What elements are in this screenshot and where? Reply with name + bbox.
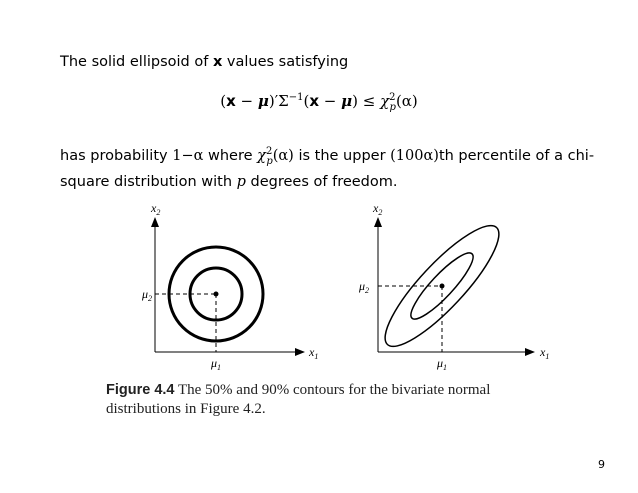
eq-leq: ≤: [357, 92, 381, 110]
para2-text-4: th percentile of a chi-square distribution with: [60, 147, 595, 190]
intro-paragraph: [60, 52, 348, 73]
para2-alpha: (α): [272, 147, 294, 164]
eq-mu-2: μ: [341, 92, 353, 110]
eq-chi-sub: p: [389, 102, 396, 113]
para2-text-2: where: [208, 147, 253, 164]
left-x-axis-label: $x_1$: [309, 345, 319, 361]
eq-open-paren: (: [220, 92, 227, 110]
para2-p: p: [236, 173, 246, 190]
right-mu2-label: $\mu_2$: [359, 279, 370, 295]
eq-alpha: (α): [395, 92, 418, 110]
ellipsoid-equation: [0, 92, 638, 113]
one-minus-alpha: 1−α: [172, 147, 204, 164]
right-mean-point: [440, 284, 445, 289]
eq-minus: −: [235, 92, 258, 110]
left-mu1-label: $\mu_1$: [211, 356, 222, 372]
page-number: 9: [598, 458, 605, 471]
eq-x-2: x: [309, 92, 320, 110]
eq-open-paren-2: (: [303, 92, 310, 110]
x-vector: x: [212, 54, 223, 70]
right-mu1-label: $\mu_1$: [437, 356, 448, 372]
para2-text-3: is the upper: [298, 147, 386, 164]
probability-paragraph: [60, 141, 620, 193]
para2-text-5: degrees of freedom.: [250, 173, 398, 190]
eq-x: x: [226, 92, 236, 110]
intro-text: The solid ellipsoid of: [60, 54, 209, 70]
eq-sigma: )′Σ: [268, 92, 289, 110]
eq-mu: μ: [257, 92, 269, 110]
left-mean-point: [214, 292, 219, 297]
caption-label: Figure 4.4: [106, 382, 175, 398]
right-y-axis-label: $x_2$: [373, 201, 383, 217]
para2-chi-sup: 2: [265, 146, 273, 157]
left-mu2-label: $\mu_2$: [142, 287, 153, 303]
eq-close-paren-2: ): [352, 92, 358, 110]
figure-caption: [106, 381, 566, 419]
percentile-expr: (100α): [390, 147, 439, 164]
para2-chi: χ: [257, 147, 266, 164]
intro-text-end: values satisfying: [226, 54, 349, 70]
right-plot: [358, 201, 549, 372]
eq-chi-sup: 2: [389, 92, 396, 103]
para2-chi-sub: p: [266, 155, 273, 167]
para2-text-1: has probability: [60, 147, 168, 164]
eq-chi: χ: [380, 92, 390, 110]
left-y-axis-label: $x_2$: [151, 201, 161, 217]
eq-minus-2: −: [319, 92, 342, 110]
right-x-axis-label: $x_1$: [540, 345, 550, 361]
eq-inverse-exponent: −1: [288, 92, 304, 103]
caption-text: The 50% and 90% contours for the bivariate normal distributions in Figure 4.2.: [106, 382, 491, 417]
contour-figure: [0, 190, 638, 380]
left-plot: [141, 201, 318, 372]
